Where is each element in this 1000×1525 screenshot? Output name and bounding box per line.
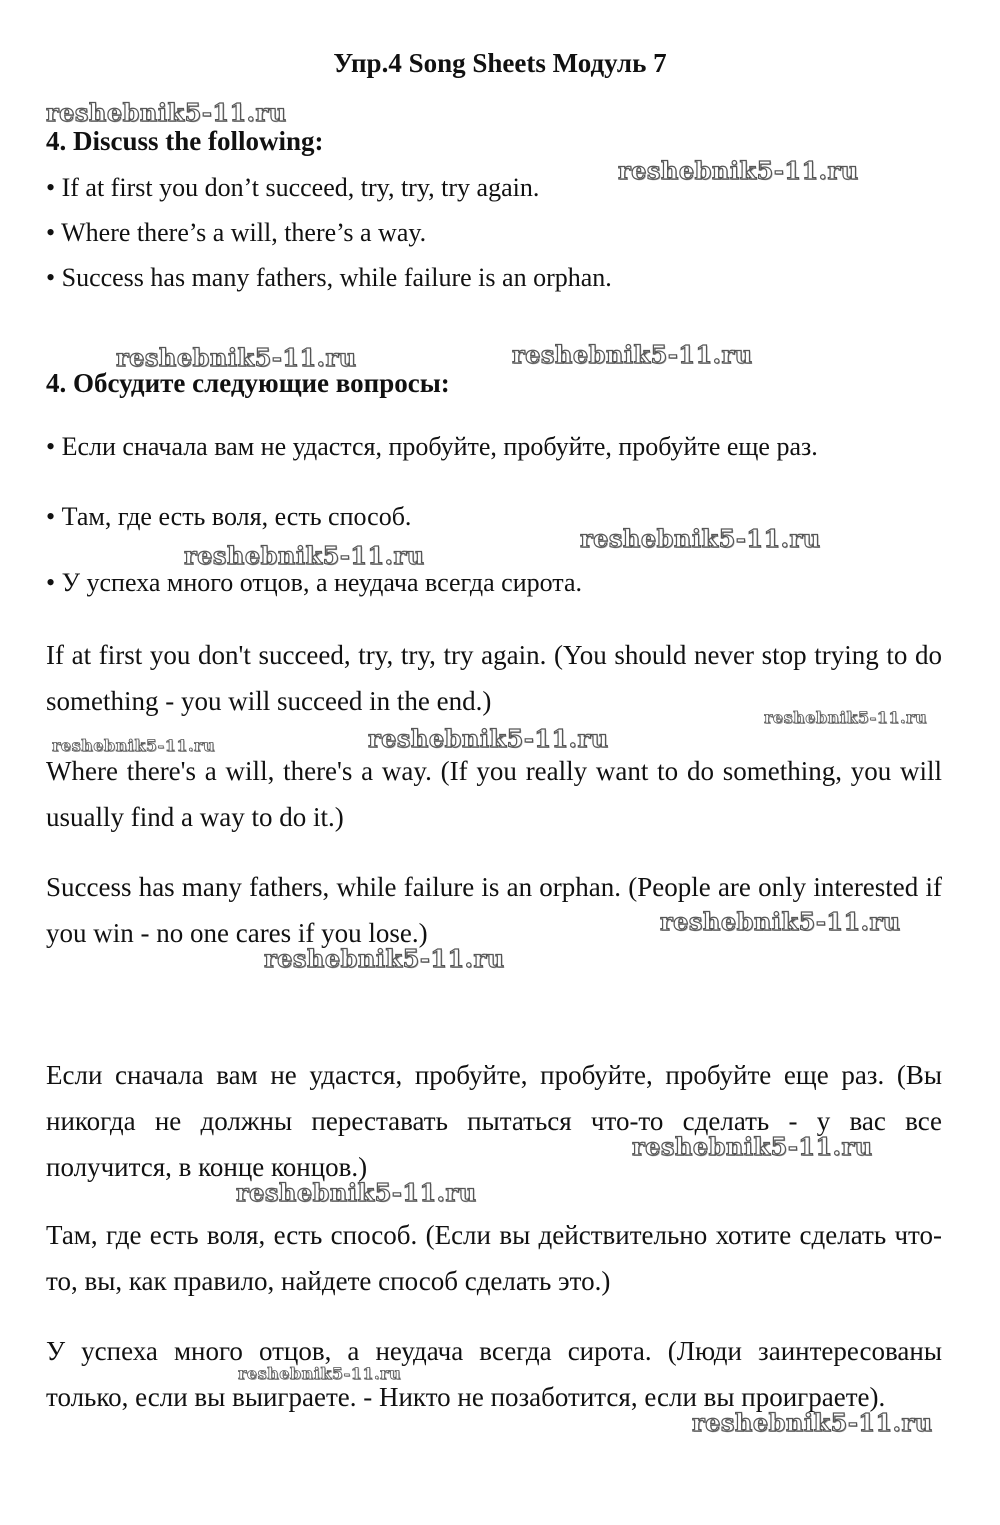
russian-answer-2: Там, где есть воля, есть способ. (Если вы действительно хотите сделать что-то, вы, как правило, найдете способ сделать это.): [46, 1220, 942, 1296]
english-answer-3: Success has many fathers, while failure is an orphan. (People are only interested if you win - no one cares if you lose.): [46, 872, 942, 948]
english-bullet-3: • Success has many fathers, while failure is an orphan.: [46, 263, 612, 292]
english-heading: 4. Discuss the following:: [46, 126, 324, 156]
watermark: reshebnik5-11.ru: [764, 708, 928, 727]
russian-answer-1: Если сначала вам не удастся, пробуйте, пробуйте, пробуйте еще раз. (Вы никогда не должны переставать пытаться что-то сделать - у вас все получится, в конце концов.): [46, 1060, 942, 1182]
russian-heading: 4. Обсудите следующие вопросы:: [46, 368, 450, 398]
watermark: reshebnik5-11.ru: [236, 1178, 477, 1207]
watermark: reshebnik5-11.ru: [116, 343, 357, 372]
watermark: reshebnik5-11.ru: [512, 340, 753, 369]
watermark: reshebnik5-11.ru: [618, 156, 859, 185]
english-answer-1: If at first you don't succeed, try, try, try again. (You should never stop trying to do something - you will succeed in the end.): [46, 640, 942, 716]
watermark: reshebnik5-11.ru: [580, 524, 821, 553]
english-bullet-2: • Where there’s a will, there’s a way.: [46, 218, 427, 247]
watermark: reshebnik5-11.ru: [632, 1132, 873, 1161]
russian-bullet-2: • Там, где есть воля, есть способ.: [46, 502, 412, 531]
watermark: reshebnik5-11.ru: [264, 944, 505, 973]
watermark: reshebnik5-11.ru: [692, 1408, 933, 1437]
english-answer-2: Where there's a will, there's a way. (If you really want to do something, you will usually find a way to do it.): [46, 756, 942, 832]
watermark: reshebnik5-11.ru: [368, 724, 609, 753]
russian-bullet-3: • У успеха много отцов, а неудача всегда сирота.: [46, 568, 582, 597]
english-bullet-1: • If at first you don’t succeed, try, try, try again.: [46, 173, 540, 202]
watermark: reshebnik5-11.ru: [184, 541, 425, 570]
watermark: reshebnik5-11.ru: [46, 98, 287, 127]
watermark: reshebnik5-11.ru: [238, 1364, 402, 1383]
page-title: Упр.4 Song Sheets Модуль 7: [333, 48, 667, 78]
russian-bullet-1: • Если сначала вам не удастся, пробуйте, пробуйте, пробуйте еще раз.: [46, 432, 818, 461]
watermark: reshebnik5-11.ru: [660, 907, 901, 936]
watermark: reshebnik5-11.ru: [52, 736, 216, 755]
russian-answer-3: У успеха много отцов, а неудача всегда сирота. (Люди заинтересованы только, если вы выиграете. - Никто не позаботится, если вы проиграете).: [46, 1336, 942, 1412]
